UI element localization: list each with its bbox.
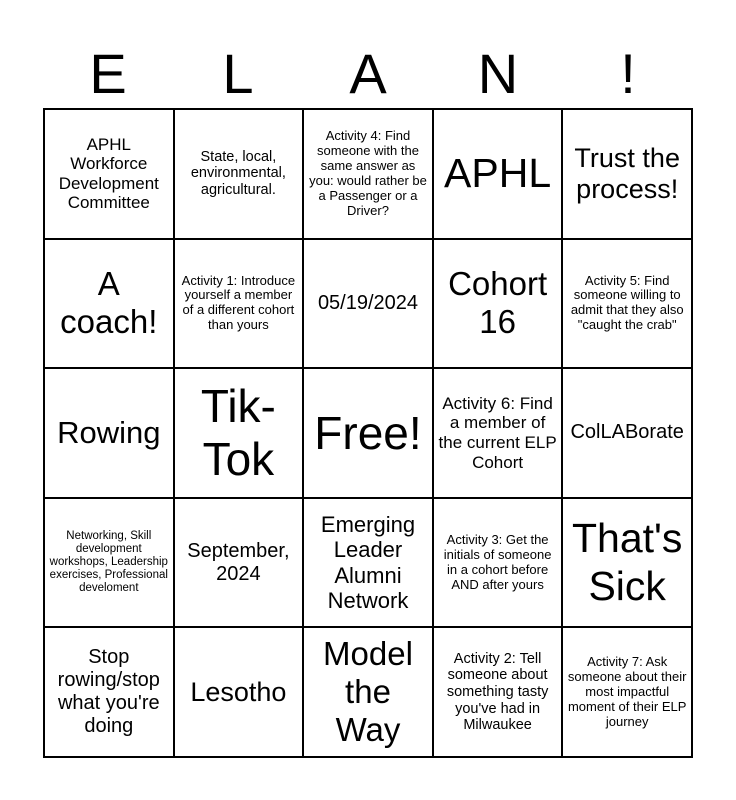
cell-text: September, 2024 <box>187 539 290 585</box>
bingo-cell[interactable] <box>174 627 304 757</box>
bingo-cell[interactable] <box>562 627 692 757</box>
cell-text: Activity 3: Get the initials of someone in a cohort before AND after yours <box>443 531 552 592</box>
cell-text: Model the Way <box>323 635 413 749</box>
cell-text: That's Sick <box>572 515 683 609</box>
cell-text: ColLABorate <box>570 421 684 444</box>
cell-text: 05/19/2024 <box>317 291 419 314</box>
bingo-cell[interactable] <box>433 368 563 498</box>
cell-text: State, local, environmental, agricultural. <box>190 148 286 199</box>
bingo-cell[interactable] <box>433 239 563 369</box>
bingo-cell[interactable] <box>44 109 174 239</box>
bingo-cell[interactable] <box>433 627 563 757</box>
bingo-cell[interactable] <box>303 498 433 628</box>
bingo-cell[interactable] <box>303 627 433 757</box>
header-letter-e: E <box>89 42 127 105</box>
cell-text: APHL <box>444 150 552 197</box>
cell-text: Activity 6: Find a member of the current ELP Cohort <box>438 393 557 472</box>
header-letter-a: A <box>349 42 387 105</box>
cell-text: Tik-Tok <box>200 380 276 485</box>
cell-text: Activity 4: Find someone with the same answer as you: would rather be a Passenger or a Driver? <box>309 127 427 218</box>
bingo-header <box>43 40 693 108</box>
cell-text: APHL Workforce Development Committee <box>58 134 159 213</box>
cell-text: Activity 5: Find someone willing to admit that they also "caught the crab" <box>570 272 684 333</box>
header-letter-n: N <box>477 42 519 105</box>
cell-text: Activity 7: Ask someone about their most impactful moment of their ELP journey <box>567 653 687 729</box>
header-exclamation: ! <box>620 42 636 105</box>
bingo-cell[interactable] <box>562 498 692 628</box>
bingo-cell[interactable] <box>44 239 174 369</box>
bingo-cell[interactable] <box>433 498 563 628</box>
bingo-cell[interactable] <box>174 498 304 628</box>
bingo-cell[interactable] <box>174 368 304 498</box>
bingo-cell[interactable] <box>174 239 304 369</box>
bingo-cell[interactable] <box>562 239 692 369</box>
cell-text: Activity 2: Tell someone about something tasty you've had in Milwaukee <box>446 650 549 734</box>
bingo-cell[interactable] <box>44 627 174 757</box>
cell-text: Free! <box>314 406 422 459</box>
bingo-cell[interactable] <box>44 498 174 628</box>
bingo-cell[interactable] <box>303 239 433 369</box>
bingo-cell[interactable] <box>303 368 433 498</box>
bingo-cell[interactable] <box>433 109 563 239</box>
cell-text: Cohort 16 <box>448 265 548 341</box>
bingo-cell[interactable] <box>44 368 174 498</box>
cell-text: Lesotho <box>190 676 287 707</box>
cell-text: Stop rowing/stop what you're doing <box>57 646 160 738</box>
cell-text: Trust the process! <box>574 142 680 204</box>
cell-text: A coach! <box>60 265 158 341</box>
bingo-board <box>43 108 693 758</box>
cell-text: Rowing <box>57 415 161 451</box>
cell-text: Networking, Skill development workshops, Leadership exercises, Professional develoment <box>49 529 168 595</box>
bingo-cell[interactable] <box>174 109 304 239</box>
cell-text: Activity 1: Introduce yourself a member of a different cohort than yours <box>181 272 296 333</box>
bingo-cell[interactable] <box>562 368 692 498</box>
header-letter-l: L <box>222 42 254 105</box>
bingo-cell[interactable] <box>562 109 692 239</box>
cell-text: Emerging Leader Alumni Network <box>320 512 416 613</box>
bingo-cell[interactable] <box>303 109 433 239</box>
